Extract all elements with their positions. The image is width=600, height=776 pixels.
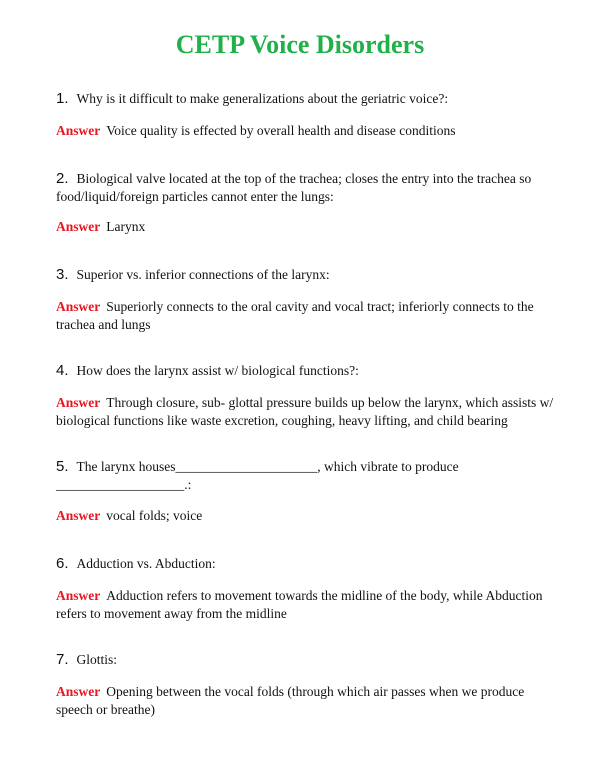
answer-6 bbox=[56, 587, 556, 623]
question-text: Adduction vs. Abduction: bbox=[76, 556, 216, 571]
answer-label: Answer bbox=[56, 395, 101, 410]
question-text: Biological valve located at the top of the trachea; closes the entry into the trachea so food/liquid/foreign particles cannot enter the lungs: bbox=[56, 171, 532, 204]
answer-text: vocal folds; voice bbox=[106, 508, 203, 523]
answer-text: Through closure, sub- glottal pressure builds up below the larynx, which assists w/ biological functions like waste excretion, coughing, heavy lifting, and child bearing bbox=[56, 395, 554, 428]
question-4 bbox=[56, 362, 556, 380]
question-text: The larynx houses_____________________, which vibrate to produce ___________________.: bbox=[56, 459, 459, 492]
answer-text: Opening between the vocal folds (through which air passes when we produce speech or breathe) bbox=[56, 684, 525, 717]
question-number: 6. bbox=[56, 555, 69, 572]
question-2 bbox=[56, 170, 556, 206]
answer-label: Answer bbox=[56, 123, 101, 138]
answer-7 bbox=[56, 683, 556, 719]
answer-text: Voice quality is effected by overall health and disease conditions bbox=[106, 123, 456, 138]
answer-label: Answer bbox=[56, 508, 101, 523]
page-title: CETP Voice Disorders bbox=[175, 30, 425, 59]
question-number: 4. bbox=[56, 362, 69, 379]
question-3 bbox=[56, 266, 556, 284]
question-number: 7. bbox=[56, 651, 69, 668]
question-5 bbox=[56, 458, 556, 494]
question-text: Glottis: bbox=[76, 652, 118, 667]
answer-label: Answer bbox=[56, 588, 101, 603]
question-number: 5. bbox=[56, 458, 69, 475]
question-number: 2. bbox=[56, 170, 69, 187]
answer-1 bbox=[56, 122, 556, 140]
answer-label: Answer bbox=[56, 219, 101, 234]
question-7 bbox=[56, 651, 556, 669]
answer-text: Superiorly connects to the oral cavity and vocal tract; inferiorly connects to the trachea and lungs bbox=[56, 299, 534, 332]
question-1 bbox=[56, 90, 556, 108]
question-6 bbox=[56, 555, 556, 573]
answer-label: Answer bbox=[56, 299, 101, 314]
answer-4 bbox=[56, 394, 556, 430]
question-number: 1. bbox=[56, 90, 69, 107]
answer-label: Answer bbox=[56, 684, 101, 699]
answer-text: Larynx bbox=[106, 219, 146, 234]
question-text: Why is it difficult to make generalizations about the geriatric voice?: bbox=[76, 91, 449, 106]
question-number: 3. bbox=[56, 266, 69, 283]
question-text: Superior vs. inferior connections of the larynx: bbox=[76, 267, 330, 282]
answer-5 bbox=[56, 507, 556, 525]
question-text: How does the larynx assist w/ biological functions?: bbox=[76, 363, 359, 378]
answer-2 bbox=[56, 218, 556, 236]
answer-3 bbox=[56, 298, 556, 334]
answer-text: Adduction refers to movement towards the midline of the body, while Abduction refers to movement away from the midline bbox=[56, 588, 543, 621]
